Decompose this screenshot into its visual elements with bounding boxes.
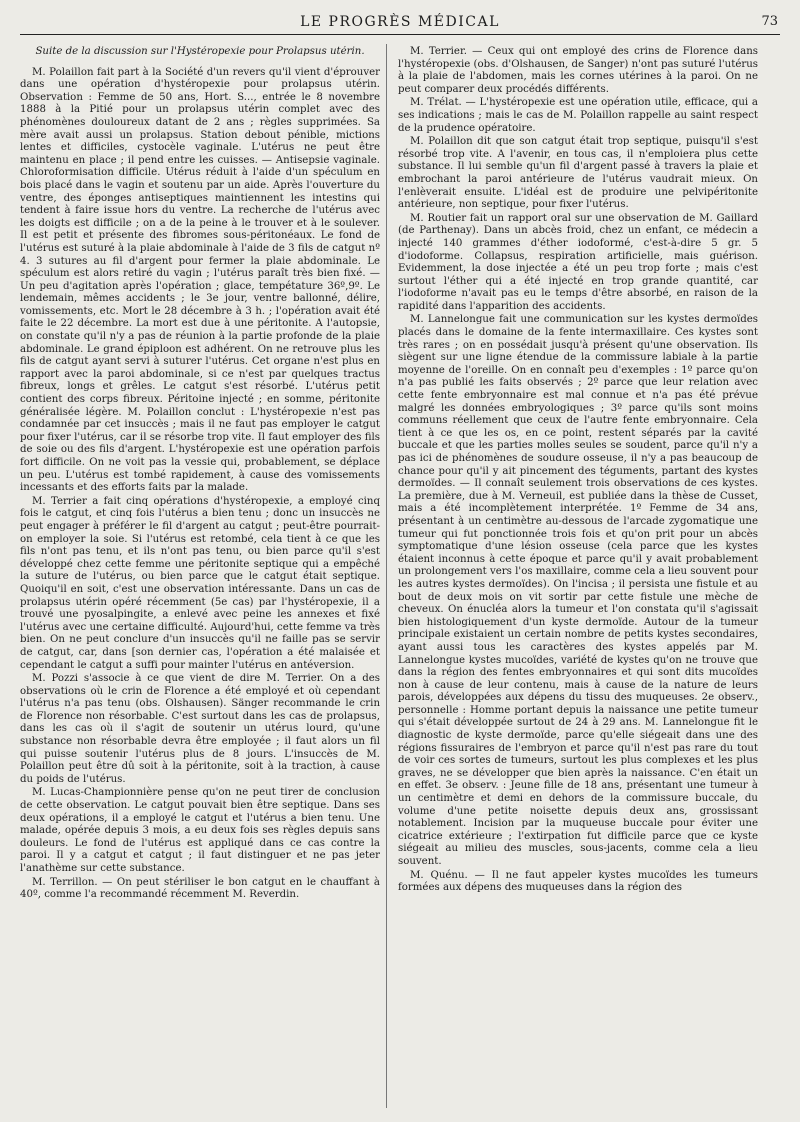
paragraph: M. Terrier. — Ceux qui ont employé des crins de Florence dans l'hystéropexie (obs. d'Olshausen, de Sanger) n'ont pas suturé l'utérus à la plaie de l'abdomen, mais les cornes utérines à la paroi. On ne peut comparer deux procédés différents. [398,46,758,95]
paragraph: M. Quénu. — Il ne faut appeler kystes mucoïdes les tumeurs formées aux dépens des muqueuses dans la région des [398,869,758,894]
paragraph: M. Terrillon. — On peut stériliser le bon catgut en le chauffant à 40º, comme l'a recommandé récemment M. Reverdin. [20,876,380,901]
paragraph: M. Trélat. — L'hystéropexie est une opération utile, efficace, qui a ses indications ; mais le cas de M. Polaillon rappelle au saint respect de la prudence opératoire. [398,97,758,134]
journal-title: LE PROGRÈS MÉDICAL [300,14,500,30]
left-column [20,46,380,1112]
paragraph: M. Lucas-Championnière pense qu'on ne peut tirer de conclusion de cette observation. Le catgut pouvait bien être septique. Dans ses deux opérations, il a employé le catgut et l'utérus a bien tenu. Une malade, opérée depuis 3 mois, a eu deux fois ses règles depuis sans douleurs. Le fond de l'utérus est appliqué dans ce cas contre la paroi. Il y a catgut et catgut ; il faut distinguer et ne pas jeter l'anathème sur cette substance. [20,787,380,874]
section-subtitle: Suite de la discussion sur l'Hystéropexie pour Prolapsus utérin. [35,46,365,57]
page-header [20,14,780,35]
paragraph: M. Pozzi s'associe à ce que vient de dire M. Terrier. On a des observations où le crin de Florence a été employé et où cependant l'utérus n'a pas tenu (obs. Olshausen). Sänger recommande le crin de Florence non résorbable. C'est surtout dans les cas de prolapsus, dans les cas où il s'agit de soutenir un utérus lourd, qu'une substance non résorbable devra être employée ; il faut alors un fil qui puisse soutenir l'utérus plus de 8 jours. L'insuccès de M. Polaillon peut être dû soit à la péritonite, soit à la traction, à cause du poids de l'utérus. [20,673,380,785]
paragraph: M. Polaillon dit que son catgut était trop septique, puisqu'il s'est résorbé trop vite. A l'avenir, en tous cas, il n'emploiera plus cette substance. Il lui semble qu'un fil d'argent passé à travers la plaie et embrochant la paroi antérieure de l'utérus vaudrait mieux. On l'enlèverait ensuite. L'idéal est de produire une pelvipéritonite antérieure, non septique, pour fixer l'utérus. [398,136,758,211]
paragraph: M. Lannelongue fait une communication sur les kystes dermoïdes placés dans le domaine de la fente intermaxillaire. Ces kystes sont très rares ; on en possédait jusqu'à présent qu'une observation. Ils siègent sur une ligne étendue de la commissure labiale à la partie moyenne de l'oreille. On en connaît peu d'exemples : 1º parce qu'on n'a pas publié les faits observés ; 2º parce que leur relation avec cette fente embryonnaire est mal connue et n'a pas été prévue malgré les données embryologiques ; 3º parce qu'ils sont moins communs réellement que ceux de l'autre fente embryonnaire. Cela tient à ce que les os, en ce point, restent séparés par la cavité buccale et que les parties molles seules se soudent, parce qu'il n'y a pas ici de phénomènes de soudure osseuse, il n'y a pas beaucoup de chance pour qu'il y ait pincement des téguments, partant des kystes dermoïdes. — Il connaît seulement trois observations de ces kystes. La première, due à M. Verneuil, est publiée dans la thèse de Cusset, mais a été incomplètement interprétée. 1º Femme de 34 ans, présentant à un centimètre au-dessous de l'arcade zygomatique une tumeur qui fut ponctionnée trois fois et qu'on prit pour un abcès symptomatique d'une lésion osseuse (cela parce que les kystes étaient inconnus à cette époque et parce qu'il y avait probablement un prolongement vers l'os maxillaire, comme cela a lieu souvent pour les autres kystes dermoïdes). On l'incisa ; il persista une fistule et au bout de deux mois on vit sortir par cette fistule une mèche de cheveux. On énucléa alors la tumeur et l'on constata qu'il s'agissait bien histologiquement d'un kyste dermoïde. Autour de la tumeur principale existaient un certain nombre de petits kystes secondaires, ayant aussi tous les caractères des kystes appelés par M. Lannelongue kystes mucoïdes, variété de kystes qu'on ne trouve que dans la région des fentes embryonnaires et qui sont dits mucoïdes non à cause de leur contenu, mais à cause de la nature de leurs parois, développées aux dépens du tissu des muqueuses. 2e observ., personnelle : Homme portant depuis la naissance une petite tumeur qui s'était développée surtout de 24 à 29 ans. M. Lannelongue fit le diagnostic de kyste dermoïde, parce qu'elle siégeait dans une des régions fissuraires de l'embryon et parce qu'il n'est pas rare du tout de voir ces sortes de tumeurs, surtout les plus complexes et les plus graves, ne se développer que bien après la naissance. C'en était un en effet. 3e observ. : Jeune fille de 18 ans, présentant une tumeur à un centimètre et demi en dehors de la commissure buccale, du volume d'une petite noisette depuis deux ans, grossissant notablement. Incision par la muqueuse buccale pour éviter une cicatrice extérieure ; l'extirpation fut difficile parce que ce kyste siégeait au milieu des muscles, sous-jacents, comme cela a lieu souvent. [398,314,758,867]
page-number: 73 [761,14,778,29]
paragraph: M. Routier fait un rapport oral sur une observation de M. Gaillard (de Parthenay). Dans un abcès froid, chez un enfant, ce médecin a injecté 140 grammes d'éther iodoformé, c'est-à-dire 5 gr. 5 d'iodoforme. Collapsus, respiration artificielle, mais guérison. Evidemment, la dose injectée a été un peu trop forte ; mais c'est surtout l'éther qui a été injecté en trop grande quantité, car l'iodoforme n'avait pas eu le temps d'être absorbé, en raison de la rapidité dans l'apparition des accidents. [398,212,758,312]
column-divider [386,44,387,1108]
right-column [398,46,758,1112]
paragraph: M. Terrier a fait cinq opérations d'hystéropexie, a employé cinq fois le catgut, et cinq fois l'utérus a bien tenu ; donc un insuccès ne peut engager à préférer le fil d'argent au catgut ; peut-être pourrait-on employer la soie. Si l'utérus est retombé, cela tient à ce que les fils n'ont pas tenu, et ils n'ont pas tenu, ou bien parce qu'il s'est développé chez cette femme une péritonite septique qui a empêché la suture de l'utérus, ou bien parce que le catgut était septique. Quoiqu'il en soit, c'est une observation intéressante. Dans un cas de prolapsus utérin opéré récemment (5e cas) par l'hystéropexie, il a trouvé une pyosalpingite, a enlevé avec peine les annexes et fixé l'utérus avec une certaine difficulté. Aujourd'hui, cette femme va très bien. On ne peut conclure d'un insuccès qu'il ne faille pas se servir de catgut, car, dans [son dernier cas, l'opération a été malaisée et cependant le catgut a suffi pour mainter l'utérus en antéversion. [20,495,380,671]
paragraph: M. Polaillon fait part à la Société d'un revers qu'il vient d'éprouver dans une opération d'hystéropexie pour prolapsus utérin. Observation : Femme de 50 ans, Hort. S..., entrée le 8 novembre 1888 à la Pitié pour un prolapsus utérin complet avec des phénomènes douloureux datant de 2 ans ; règles supprimées. Sa mère avait aussi un prolapsus. Station debout pénible, mictions lentes et difficiles, cystocèle vaginale. L'utérus ne peut être maintenu en place ; il pend entre les cuisses. — Antisepsie vaginale. Chloroformisation difficile. Utérus réduit à l'aide d'un spéculum en bois placé dans le vagin et soutenu par un aide. Après l'ouverture du ventre, des éponges antiseptiques maintiennent les intestins qui tendent à faire issue hors du ventre. La recherche de l'utérus avec les doigts est difficile ; on a de la peine à le trouver et à le soulever. Il est petit et présente des fibromes sous-péritonéaux. Le fond de l'utérus est suturé à la plaie abdominale à l'aide de 3 fils de catgut nº 4. 3 sutures au fil d'argent pour fermer la plaie abdominale. Le spéculum est alors retiré du vagin ; l'utérus paraît très bien fixé. — Un peu d'agitation après l'opération ; glace, tempétature 36º,9º. Le lendemain, mêmes accidents ; le 3e jour, ventre ballonné, délire, vomissements, etc. Mort le 28 décembre à 3 h. ; l'opération avait été faite le 22 décembre. La mort est due à une péritonite. A l'autopsie, on constate qu'il n'y a pas de réunion à la partie profonde de la plaie abdominale. Le grand épiploon est adhérent. On ne retrouve plus les fils de catgut ayant servi à suturer l'utérus. Cet organe n'est plus en rapport avec la paroi abdominale, si ce n'est par quelques tractus fibreux, longs et grêles. Le catgut s'est résorbé. L'utérus petit contient des corps fibreux. Péritoine injecté ; en somme, péritonite généralisée légère. M. Polaillon conclut : L'hystéropexie n'est pas condamnée par cet insuccès ; mais il ne faut pas employer le catgut pour fixer l'utérus, car il se résorbe trop vite. Il faut employer des fils de soie ou des fils d'argent. L'hystéropexie est une opération parfois fort difficile. On ne voit pas la vessie qui, probablement, se déplace un peu. L'utérus est tombé rapidement, à cause des vomissements incessants et des efforts faits par la malade. [20,66,380,494]
